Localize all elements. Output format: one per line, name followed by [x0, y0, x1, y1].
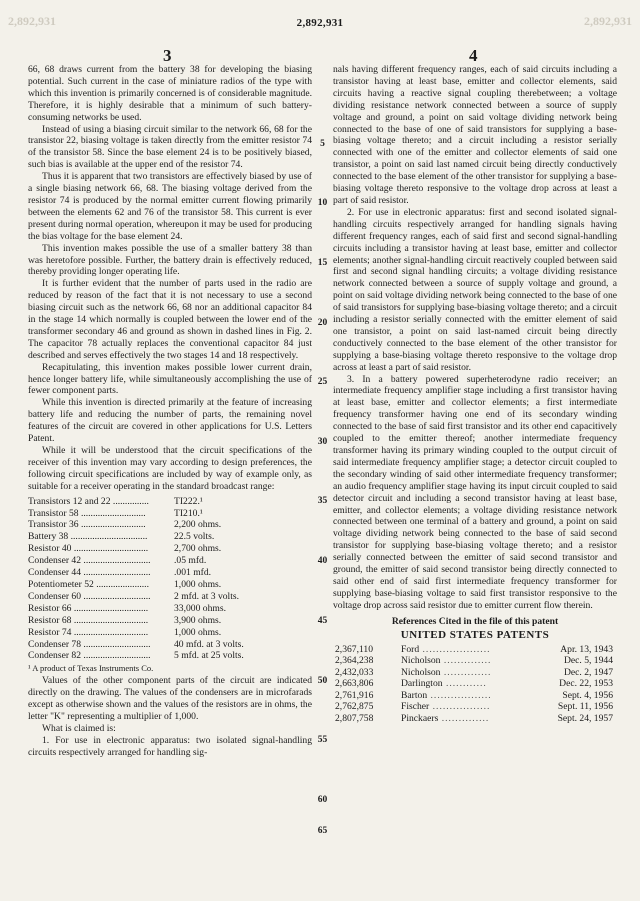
reference-row	[335, 690, 613, 702]
spec-component: Resistor 68 ...............................	[28, 614, 149, 626]
spec-component: Condenser 60 ............................	[28, 590, 151, 602]
paragraph: nals having different frequency ranges, each of said circuits including a transistor having at least base, emitter and collector elements, said circuits having a reactive signal coupling therebetween; a voltage dividing resistance network connected between a source of supply voltage and ground, a point on said voltage dividing network being connected to the base of one of said transistors for supplying a base-biasing voltage thereto; and a circuit including a resistor serially connected with one of the emitter and collector elements of said one transistor, a point on said last named circuit being directly conductively connected to the base element of the other transistor for supplying a base-biasing voltage thereto responsive to the voltage drop across at least a part of said resistor.	[333, 64, 617, 206]
line-number: 5	[320, 139, 325, 149]
reference-row	[335, 713, 613, 725]
reference-number: 2,807,758	[335, 713, 374, 725]
patent-number: 2,892,931	[296, 17, 344, 29]
reference-date: Sept. 11, 1956	[557, 701, 613, 713]
line-number: 20	[317, 318, 328, 328]
spec-value: 1,000 ohms.	[174, 578, 222, 590]
spec-component: Potentiometer 52 ......................	[28, 578, 149, 590]
bleed-through-text-left: 2,892,931	[8, 14, 56, 28]
claim-paragraph: 3. In a battery powered superheterodyne radio receiver; an intermediate frequency amplifier stage including a first transistor having at least base, emitter and collector elements; a first intermediate frequency transformer having one end of its secondary winding connected to the base of said first transistor and its other end capacitively coupled to the emitter thereof; another intermediate frequency transformer having its primary winding coupled to the output circuit of said intermediate frequency amplifier stage; a detector circuit coupled to the secondary winding of said other intermediate frequency transformer; an audio frequency amplifier stage having its input circuit coupled to said detector circuit and including a second transistor having at least base, emitter, and collector elements; a voltage dividing resistance network connected between one terminal of a battery and ground, a point on said voltage dividing network being connected to the base of said second transistor for supplying base-biasing voltage thereto; and a resistor serially connected between the emitter of said second transistor and ground, the emitter of said second transistor being directly connected to said other end of said first intermediate frequency transformer for supplying base-biasing voltage to said first transistor responsive to the voltage drop across said resistor due to emitter current flow therein.	[333, 373, 617, 611]
reference-name: Nicholson ..............	[401, 655, 492, 667]
reference-row	[335, 667, 613, 679]
reference-name: Fischer .................	[401, 701, 491, 713]
spec-value: 2 mfd. at 3 volts.	[174, 590, 240, 602]
references-subtitle: UNITED STATES PATENTS	[400, 628, 550, 641]
spec-row	[28, 496, 244, 508]
line-number: 40	[317, 556, 328, 566]
reference-number: 2,432,033	[335, 666, 374, 678]
spec-value: .001 mfd.	[174, 567, 212, 579]
references-title: References Cited in the file of this patent	[391, 615, 559, 627]
spec-component: Transistors 12 and 22 ...............	[28, 495, 149, 507]
paragraph: Recapitulating, this invention makes possible lower current drain, hence longer battery life, while simultaneously accomplishing the use of fewer component parts.	[28, 361, 312, 397]
claim-paragraph: 2. For use in electronic apparatus: first and second isolated signal-handling circuits respectively arranged for handling signals having different frequency ranges, each of said first and second signal-handling circuits including a transistor having at least base, emitter and collector elements; another signal-handling circuit reactively coupled between said first and second signal handling circuits; a voltage dividing resistance network connected between a source of supply voltage and ground, a point on said voltage dividing network being connected to the base of one of said transistors for supplying base-biasing voltage thereto; and a circuit including a resistor serially connected with the emitter element of said one transistor, a point on said last-named circuit being directly conductively connected to the base element of the other transistor for supplying a base-biasing voltage thereto responsive to the voltage drop across at least a part of said resistor.	[333, 206, 618, 373]
reference-number: 2,761,916	[335, 689, 374, 701]
spec-row	[28, 543, 244, 555]
spec-row	[28, 567, 244, 579]
reference-date: Dec. 2, 1947	[563, 666, 613, 678]
spec-row	[28, 579, 244, 591]
paragraph: This invention makes possible the use of a smaller battery 38 than was heretofore possible. Further, the battery drain is effectively reduced, thereby providing longer operating life.	[28, 242, 312, 278]
spec-value: 40 mfd. at 3 volts.	[174, 638, 244, 650]
spec-component: Transistor 36 ...........................	[28, 519, 146, 531]
left-column	[28, 64, 312, 759]
line-number: 25	[317, 377, 328, 387]
spec-value: 3,900 ohms.	[174, 614, 222, 626]
spec-component: Condenser 78 ............................	[28, 638, 151, 650]
spec-component: Battery 38 ................................	[28, 531, 148, 543]
spec-row	[28, 531, 244, 543]
spec-value: 5 mfd. at 25 volts.	[174, 650, 244, 662]
reference-name: Pinckaers ..............	[401, 713, 490, 725]
spec-row	[28, 519, 244, 531]
spec-row	[28, 508, 244, 520]
spec-row	[28, 650, 244, 662]
line-number: 65	[317, 826, 328, 836]
spec-row	[28, 627, 244, 639]
reference-name: Barton ..................	[401, 689, 492, 701]
reference-date: Dec. 5, 1944	[563, 655, 613, 667]
spec-row	[28, 615, 244, 627]
reference-row	[335, 701, 613, 713]
spec-value: .05 mfd.	[174, 555, 207, 567]
paragraph: Thus it is apparent that two transistors are effectively biased by use of a single biasing network 66, 68. The biasing voltage derived from the resistor 74 is produced by the normal emitter current flowing primarily between the elements 62 and 76 of the transistor 58. This current is ever present during normal operation, whereupon it may be used for producing the bias voltage for the base element 24.	[28, 171, 312, 242]
spec-component: Condenser 82 ............................	[28, 650, 151, 662]
spec-component: Condenser 42 ............................	[28, 555, 151, 567]
paragraph: Values of the other component parts of the circuit are indicated directly on the drawing. The values of the condensers are in microfarads except as otherwise shown and the values of the resistors are in ohms, the letter "K" representing a multiplier of 1,000.	[28, 675, 312, 722]
reference-number: 2,367,110	[335, 643, 374, 655]
line-number: 15	[317, 258, 328, 268]
spec-component: Transistor 58 ...........................	[28, 507, 146, 519]
paragraph: While this invention is directed primarily at the feature of increasing battery life and reducing the number of parts, the remaining novel features of the circuit are covered in other applications for U.S. Letters Patent.	[28, 397, 312, 445]
paragraph: What is claimed is:	[42, 722, 116, 734]
references-table	[335, 644, 613, 725]
line-number: 30	[317, 437, 328, 447]
line-number: 45	[317, 616, 328, 626]
spec-component: Resistor 74 ...............................	[28, 626, 149, 638]
paragraph: 1. For use in electronic apparatus: two isolated signal-handling circuits respectively arranged for handling sig-	[28, 734, 312, 758]
line-number: 55	[317, 735, 328, 745]
paragraph: Instead of using a biasing circuit similar to the network 66, 68 for the transistor 22, biasing voltage is taken directly from the emitter resistor 74 of the transistor 58. Since the base element 24 is to be positively biased, such bias is available at the upper end of the resistor 74.	[28, 123, 312, 171]
spec-value: TI210.¹	[174, 507, 203, 519]
reference-date: Sept. 24, 1957	[557, 713, 613, 725]
spec-value: 33,000 ohms.	[174, 602, 226, 614]
spec-row	[28, 639, 244, 651]
component-spec-table	[28, 496, 244, 663]
reference-row	[335, 644, 613, 656]
reference-number: 2,364,238	[335, 655, 374, 667]
spec-row	[28, 555, 244, 567]
line-number: 60	[317, 795, 328, 805]
paragraph: While it will be understood that the circuit specifications of the receiver of this invention may vary according to design preferences, the following circuit specifications are included by way of example only, as suitable for a receiver operating in the standard broadcast range:	[28, 445, 312, 492]
reference-row	[335, 678, 613, 690]
spec-row	[28, 603, 244, 615]
column-number-right: 4	[469, 46, 478, 65]
reference-name: Nicholson ..............	[401, 666, 492, 678]
spec-component: Condenser 44 ............................	[28, 567, 151, 579]
spec-component: Resistor 66 ...............................	[28, 602, 149, 614]
spec-value: 2,200 ohms.	[174, 519, 222, 531]
reference-row	[335, 655, 613, 667]
reference-number: 2,762,875	[335, 701, 374, 713]
reference-date: Sept. 4, 1956	[562, 689, 613, 701]
spec-row	[28, 591, 244, 603]
line-number: 50	[317, 676, 328, 686]
bleed-through-text-right: 2,892,931	[584, 14, 632, 28]
column-number-left: 3	[163, 46, 172, 65]
spec-value: 2,700 ohms.	[174, 543, 222, 555]
line-number: 10	[317, 198, 328, 208]
paragraph: 66, 68 draws current from the battery 38 for developing the biasing potential. Such current in the case of miniature radios of the type with which this invention is primarily concerned is of considerable magnitude. Therefore, it is highly desirable that a minimum of such battery-consuming networks be used.	[28, 64, 312, 123]
paragraph: It is further evident that the number of parts used in the radio are reduced by reason of the fact that it is not necessary to use a second biasing circuit such as the network 66, 68 nor an additional capacitor 84 in the stage 14 which normally is coupled between the lower end of the transformer secondary 46 and ground as shown in dashed lines in Fig. 2. The capacitor 78 actually replaces the conventional capacitor 84 just described and serves effectively the two stages 14 and 18 respectively.	[28, 278, 312, 361]
reference-date: Dec. 22, 1953	[559, 678, 613, 690]
spec-value: TI222.¹	[174, 495, 203, 507]
footnote: ¹ A product of Texas Instruments Co.	[28, 663, 154, 674]
line-number: 35	[317, 496, 328, 506]
spec-value: 22.5 volts.	[174, 531, 215, 543]
reference-number: 2,663,806	[335, 678, 374, 690]
right-column	[333, 64, 617, 725]
reference-name: Darlington ............	[401, 678, 487, 690]
reference-date: Apr. 13, 1943	[560, 643, 613, 655]
spec-component: Resistor 40 ...............................	[28, 543, 149, 555]
spec-value: 1,000 ohms.	[174, 626, 222, 638]
reference-name: Ford ....................	[401, 643, 491, 655]
